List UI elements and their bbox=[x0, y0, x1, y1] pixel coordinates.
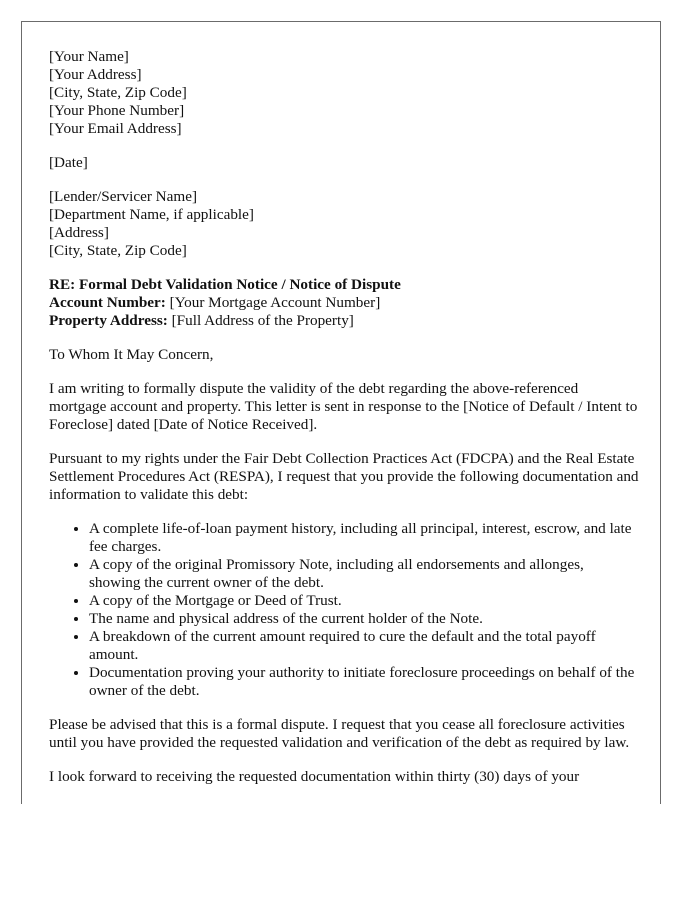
recipient-department: [Department Name, if applicable] bbox=[49, 206, 254, 223]
account-number-label: Account Number: bbox=[49, 294, 166, 311]
recipient-name: [Lender/Servicer Name] bbox=[49, 188, 197, 205]
list-item: • A copy of the Mortgage or Deed of Trust. bbox=[89, 592, 639, 610]
paragraph-closing: I look forward to receiving the requested documentation within thirty (30) days of your bbox=[49, 768, 580, 785]
sender-email: [Your Email Address] bbox=[49, 120, 182, 137]
paragraph-formal-dispute: Please be advised that this is a formal dispute. I request that you cease all foreclosure activities until you have provided the requested validation and verification of the debt as required by law. bbox=[49, 716, 630, 751]
property-address-value: [Full Address of the Property] bbox=[167, 312, 354, 329]
letter-date: [Date] bbox=[49, 154, 88, 171]
list-item: • A complete life-of-loan payment history, including all principal, interest, escrow, and late fee charges. bbox=[89, 520, 639, 556]
letter-body bbox=[49, 48, 639, 802]
recipient-address-block bbox=[49, 188, 639, 260]
re-line: RE: Formal Debt Validation Notice / Notice of Dispute bbox=[49, 276, 401, 293]
account-number-line bbox=[49, 294, 639, 312]
sender-name: [Your Name] bbox=[49, 48, 129, 65]
list-item: • Documentation proving your authority to initiate foreclosure proceedings on behalf of the owner of the debt. bbox=[89, 664, 639, 700]
paragraph-request: Pursuant to my rights under the Fair Debt Collection Practices Act (FDCPA) and the Real Estate Settlement Procedures Act (RESPA), I request that you provide the following documentation and information to validate this debt: bbox=[49, 450, 639, 503]
property-address-label: Property Address: bbox=[49, 312, 168, 329]
sender-city-state-zip: [City, State, Zip Code] bbox=[49, 84, 187, 101]
paragraph-dispute: I am writing to formally dispute the validity of the debt regarding the above-referenced mortgage account and property. This letter is sent in response to the [Notice of Default / Intent to Foreclose] dated [Date of Notice Received]. bbox=[49, 380, 638, 433]
requested-documents-list bbox=[49, 520, 639, 700]
recipient-address: [Address] bbox=[49, 224, 109, 241]
salutation: To Whom It May Concern, bbox=[49, 346, 214, 363]
sender-address-block bbox=[49, 48, 639, 138]
sender-phone: [Your Phone Number] bbox=[49, 102, 185, 119]
property-address-line bbox=[49, 312, 639, 330]
account-number-value: [Your Mortgage Account Number] bbox=[165, 294, 381, 311]
recipient-city-state-zip: [City, State, Zip Code] bbox=[49, 242, 187, 259]
letter-page bbox=[21, 21, 661, 804]
list-item: • A copy of the original Promissory Note, including all endorsements and allonges, showing the current owner of the debt. bbox=[89, 556, 639, 592]
list-item: • A breakdown of the current amount required to cure the default and the total payoff amount. bbox=[89, 628, 639, 664]
subject-block bbox=[49, 276, 639, 330]
date-block bbox=[49, 154, 639, 172]
sender-address: [Your Address] bbox=[49, 66, 142, 83]
list-item: • The name and physical address of the current holder of the Note. bbox=[89, 610, 639, 628]
